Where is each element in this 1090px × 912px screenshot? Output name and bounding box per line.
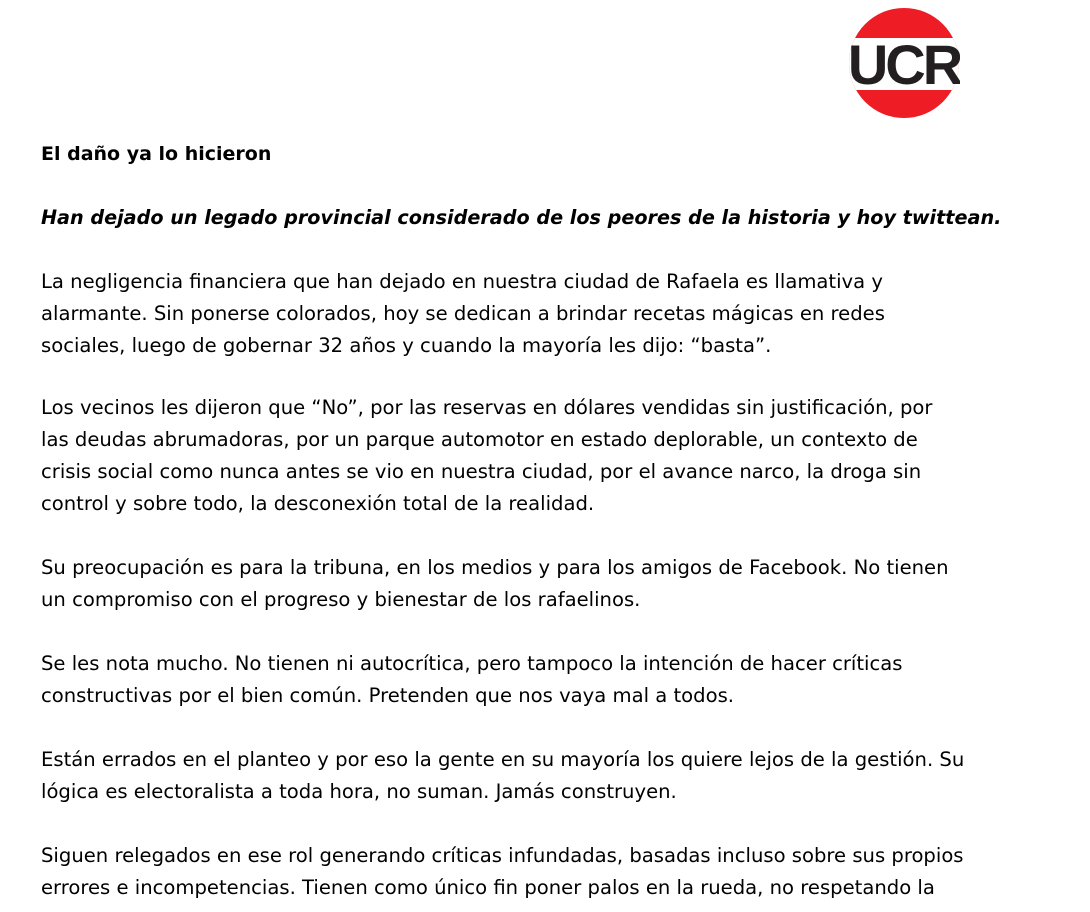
paragraph-line: La negligencia financiera que han dejado en nuestra ciudad de Rafaela es llamativa y: [41, 270, 883, 293]
paragraph-line: errores e incompetencias. Tienen como único fin poner palos en la rueda, no respetando la: [41, 876, 935, 899]
paragraph-line: las deudas abrumadoras, por un parque automotor en estado deplorable, un contexto de: [41, 428, 918, 451]
paragraph-6: [41, 840, 964, 904]
paragraph-line: Su preocupación es para la tribuna, en los medios y para los amigos de Facebook. No tienen: [41, 556, 949, 579]
document-subtitle: Han dejado un legado provincial considerado de los peores de la historia y hoy twittean.: [41, 206, 1002, 229]
paragraph-line: Se les nota mucho. No tienen ni autocrítica, pero tampoco la intención de hacer críticas: [41, 652, 903, 675]
paragraph-line: lógica es electoralista a toda hora, no suman. Jamás construyen.: [41, 780, 677, 803]
paragraph-line: Siguen relegados en ese rol generando críticas infundadas, basadas incluso sobre sus propios: [41, 844, 964, 867]
paragraph-line: Los vecinos les dijeron que “No”, por las reservas en dólares vendidas sin justificación, por: [41, 396, 933, 419]
paragraph-3: [41, 552, 949, 616]
paragraph-line: crisis social como nunca antes se vio en nuestra ciudad, por el avance narco, la droga sin: [41, 460, 922, 483]
paragraph-5: [41, 744, 964, 808]
paragraph-4: [41, 648, 902, 712]
ucr-logo: [848, 2, 960, 124]
document-title: El daño ya lo hicieron: [41, 143, 272, 165]
paragraph-line: un compromiso con el progreso y bienestar de los rafaelinos.: [41, 588, 641, 611]
paragraph-line: sociales, luego de gobernar 32 años y cuando la mayoría les dijo: “basta”.: [41, 334, 772, 357]
paragraph-1: [41, 266, 885, 362]
paragraph-line: constructivas por el bien común. Pretenden que nos vaya mal a todos.: [41, 684, 735, 707]
paragraph-line: Están errados en el planteo y por eso la gente en su mayoría los quiere lejos de la gestión. Su: [41, 748, 965, 771]
paragraph-line: control y sobre todo, la desconexión total de la realidad.: [41, 492, 595, 515]
ucr-logo-text: UCR: [848, 33, 960, 96]
paragraph-2: [41, 392, 932, 520]
paragraph-line: alarmante. Sin ponerse colorados, hoy se dedican a brindar recetas mágicas en redes: [41, 302, 885, 325]
